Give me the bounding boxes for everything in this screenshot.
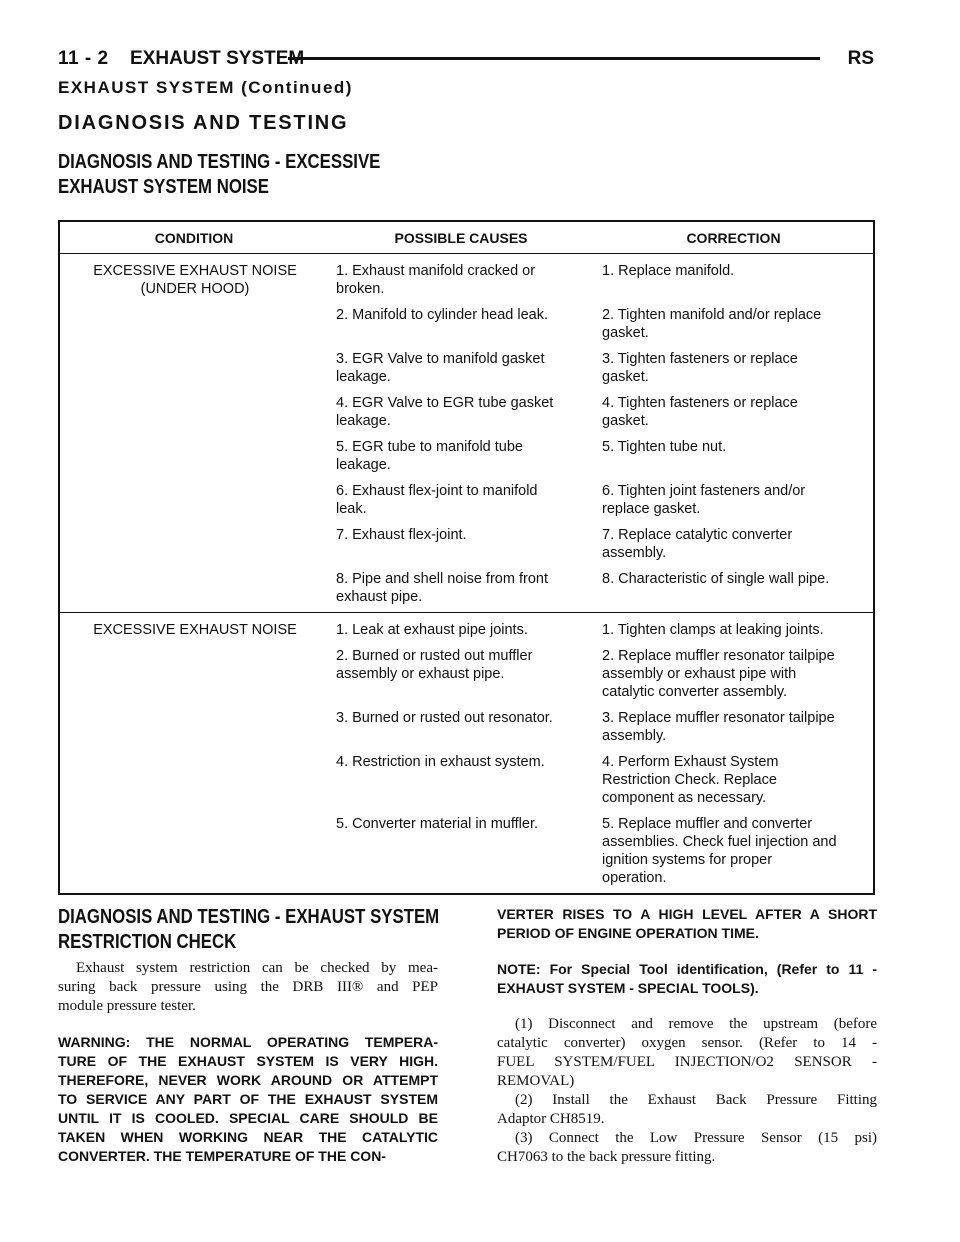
cause-line: leakage. [336, 413, 391, 429]
step-line: catalytic converter) oxygen sensor. (Refer to 14 - [497, 1035, 877, 1051]
right-column [497, 905, 877, 1167]
intro-line: Exhaust system restriction can be checked by mea- [76, 960, 438, 976]
condition-line: EXCESSIVE EXHAUST NOISE [93, 622, 297, 638]
correction-cell [594, 348, 874, 392]
correction-cell [594, 645, 874, 707]
correction-cell [594, 392, 874, 436]
note-line: NOTE: For Special Tool identification, (Refer to 11 - [497, 961, 877, 977]
intro-line: suring back pressure using the DRB III® and PEP [58, 979, 438, 995]
cause-line: 2. Manifold to cylinder head leak. [336, 307, 548, 323]
cause-cell [328, 613, 594, 646]
warning-line: VERTER RISES TO A HIGH LEVEL AFTER A SHORT [497, 906, 877, 922]
correction-line: 3. Replace muffler resonator tailpipe [602, 710, 835, 726]
cause-line: 1. Leak at exhaust pipe joints. [336, 622, 528, 638]
title-line: DIAGNOSIS AND TESTING - EXHAUST SYSTEM [58, 906, 440, 928]
header-rule [288, 57, 820, 60]
correction-line: 2. Tighten manifold and/or replace [602, 307, 822, 323]
intro-paragraph [58, 959, 438, 1016]
header-causes: POSSIBLE CAUSES [328, 221, 594, 254]
cause-cell [328, 436, 594, 480]
correction-line: 2. Replace muffler resonator tailpipe [602, 648, 835, 664]
warning-line: TAKEN WHEN WORKING NEAR THE CATALYTIC [58, 1129, 438, 1145]
correction-line: gasket. [602, 413, 649, 429]
section-name: EXHAUST SYSTEM [130, 48, 305, 69]
warning-line: CONVERTER. THE TEMPERATURE OF THE CON- [58, 1148, 386, 1164]
correction-line: 5. Tighten tube nut. [602, 439, 727, 455]
step-line: CH7063 to the back pressure fitting. [497, 1149, 716, 1165]
header-condition: CONDITION [59, 221, 328, 254]
cause-cell [328, 645, 594, 707]
correction-line: 1. Tighten clamps at leaking joints. [602, 622, 824, 638]
model-code: RS [847, 48, 874, 69]
cause-cell [328, 348, 594, 392]
condition-line: EXCESSIVE EXHAUST NOISE [93, 263, 297, 279]
correction-cell [594, 436, 874, 480]
warning-line: PERIOD OF ENGINE OPERATION TIME. [497, 925, 759, 941]
correction-cell [594, 254, 874, 305]
cause-line: 5. EGR tube to manifold tube [336, 439, 523, 455]
intro-line: module pressure tester. [58, 998, 196, 1014]
correction-line: catalytic converter assembly. [602, 684, 788, 700]
correction-line: 4. Tighten fasteners or replace [602, 395, 798, 411]
table-title [58, 150, 380, 200]
cause-cell [328, 813, 594, 894]
correction-line: Restriction Check. Replace [602, 772, 777, 788]
cause-cell [328, 392, 594, 436]
procedure-step [497, 1091, 877, 1129]
cause-cell [328, 254, 594, 305]
cause-line: 3. Burned or rusted out resonator. [336, 710, 553, 726]
correction-cell [594, 568, 874, 613]
procedure-steps [497, 1015, 877, 1167]
note-line: EXHAUST SYSTEM - SPECIAL TOOLS). [497, 980, 759, 996]
step-line: REMOVAL) [497, 1073, 575, 1089]
cause-line: 4. Restriction in exhaust system. [336, 754, 545, 770]
cause-line: 3. EGR Valve to manifold gasket [336, 351, 545, 367]
correction-line: replace gasket. [602, 501, 701, 517]
condition-cell [59, 254, 328, 613]
cause-line: exhaust pipe. [336, 589, 423, 605]
table-title-line: DIAGNOSIS AND TESTING - EXCESSIVE [58, 151, 381, 173]
cause-cell [328, 751, 594, 813]
correction-line: component as necessary. [602, 790, 767, 806]
correction-line: gasket. [602, 369, 649, 385]
cause-cell [328, 707, 594, 751]
correction-cell [594, 707, 874, 751]
correction-cell [594, 751, 874, 813]
note-paragraph [497, 960, 877, 998]
cause-line: 6. Exhaust flex-joint to manifold [336, 483, 538, 499]
cause-cell [328, 524, 594, 568]
main-title: DIAGNOSIS AND TESTING [58, 112, 349, 134]
warning-line: UNTIL IT IS COOLED. SPECIAL CARE SHOULD BE [58, 1110, 438, 1126]
step-line: FUEL SYSTEM/FUEL INJECTION/O2 SENSOR - [497, 1054, 877, 1070]
title-line: RESTRICTION CHECK [58, 931, 237, 953]
cause-cell [328, 304, 594, 348]
condition-line: (UNDER HOOD) [140, 281, 250, 297]
warning-line: WARNING: THE NORMAL OPERATING TEMPERA- [58, 1034, 438, 1050]
cause-line: 4. EGR Valve to EGR tube gasket [336, 395, 554, 411]
cause-cell [328, 568, 594, 613]
warning-paragraph [58, 1033, 438, 1166]
warning-line: TO SERVICE ANY PART OF THE EXHAUST SYSTEM [58, 1091, 438, 1107]
cause-line: 2. Burned or rusted out muffler [336, 648, 533, 664]
correction-cell [594, 524, 874, 568]
cause-line: leakage. [336, 369, 391, 385]
procedure-step [497, 1015, 877, 1091]
cause-line: assembly or exhaust pipe. [336, 666, 505, 682]
correction-line: 5. Replace muffler and converter [602, 816, 813, 832]
step-line: (2) Install the Exhaust Back Pressure Fitting [515, 1092, 877, 1108]
page-header [58, 48, 876, 72]
table-body [59, 254, 874, 895]
correction-cell [594, 304, 874, 348]
correction-line: 4. Perform Exhaust System [602, 754, 779, 770]
condition-cell [59, 613, 328, 895]
restriction-check-title [58, 905, 440, 955]
correction-line: assembly. [602, 728, 667, 744]
table-row [59, 254, 874, 305]
correction-cell [594, 480, 874, 524]
continued-title: EXHAUST SYSTEM (Continued) [58, 78, 353, 97]
header-correction: CORRECTION [594, 221, 874, 254]
cause-line: 8. Pipe and shell noise from front [336, 571, 548, 587]
correction-line: assembly or exhaust pipe with [602, 666, 797, 682]
correction-cell [594, 613, 874, 646]
cause-line: 5. Converter material in muffler. [336, 816, 539, 832]
step-line: (1) Disconnect and remove the upstream (before [515, 1016, 877, 1032]
diagnosis-table [58, 220, 875, 895]
step-line: Adaptor CH8519. [497, 1111, 605, 1127]
cause-line: leakage. [336, 457, 391, 473]
warning-continued [497, 905, 877, 943]
cause-cell [328, 480, 594, 524]
correction-line: 1. Replace manifold. [602, 263, 735, 279]
correction-line: assembly. [602, 545, 667, 561]
page-number: 11 - 2 [58, 48, 109, 69]
table-header-row [59, 221, 874, 254]
correction-line: 8. Characteristic of single wall pipe. [602, 571, 830, 587]
correction-line: operation. [602, 870, 667, 886]
warning-line: TURE OF THE EXHAUST SYSTEM IS VERY HIGH. [58, 1053, 438, 1069]
cause-line: broken. [336, 281, 385, 297]
correction-cell [594, 813, 874, 894]
correction-line: 3. Tighten fasteners or replace [602, 351, 798, 367]
left-column [58, 905, 438, 1166]
correction-line: assemblies. Check fuel injection and [602, 834, 837, 850]
correction-line: gasket. [602, 325, 649, 341]
cause-line: leak. [336, 501, 367, 517]
table-title-line: EXHAUST SYSTEM NOISE [58, 176, 269, 198]
cause-line: 1. Exhaust manifold cracked or [336, 263, 536, 279]
correction-line: 7. Replace catalytic converter [602, 527, 793, 543]
warning-line: THEREFORE, NEVER WORK AROUND OR ATTEMPT [58, 1072, 438, 1088]
step-line: (3) Connect the Low Pressure Sensor (15 psi) [515, 1130, 877, 1146]
cause-line: 7. Exhaust flex-joint. [336, 527, 467, 543]
table-row [59, 613, 874, 646]
correction-line: ignition systems for proper [602, 852, 773, 868]
correction-line: 6. Tighten joint fasteners and/or [602, 483, 806, 499]
procedure-step [497, 1129, 877, 1167]
